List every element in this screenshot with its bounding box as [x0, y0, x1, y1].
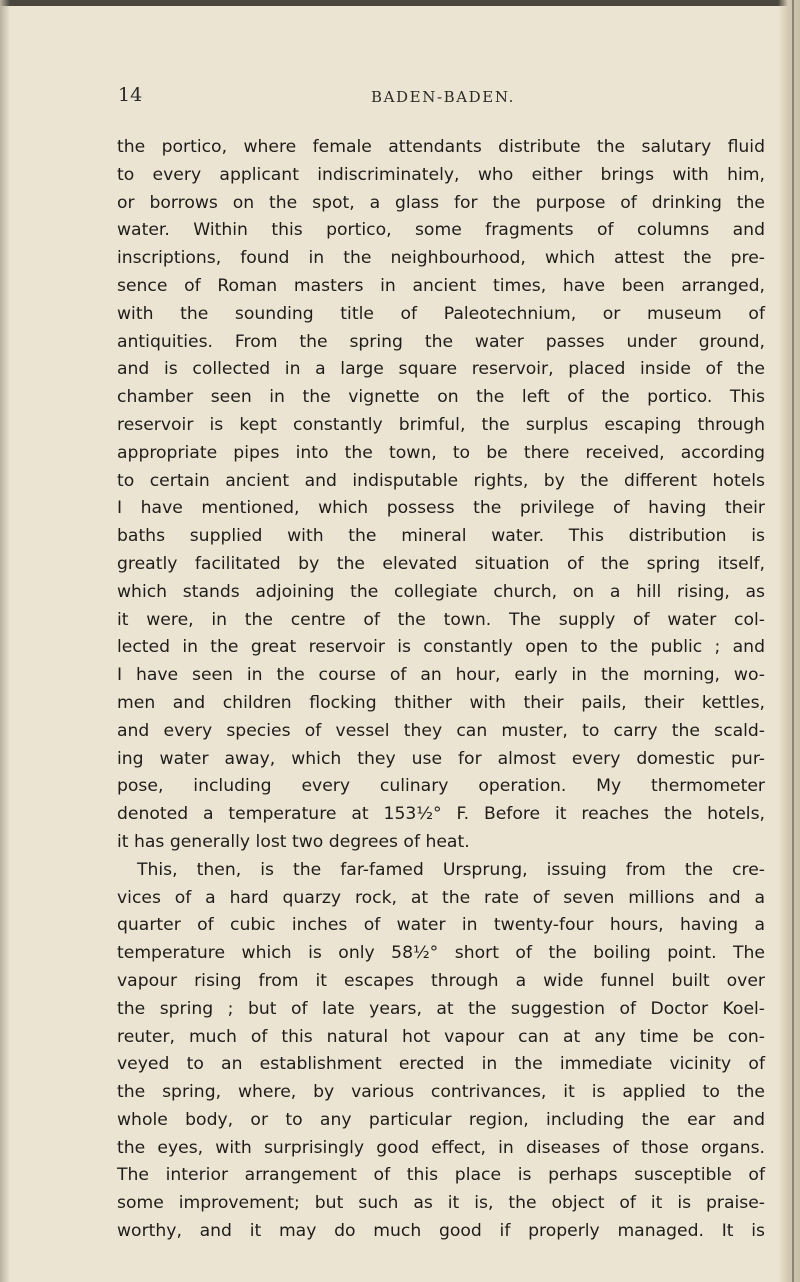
- text-line: I have mentioned, which possess the privilege of having their: [117, 498, 765, 519]
- page-edge-line: [792, 0, 794, 1282]
- body-text: [117, 134, 765, 1246]
- text-line: men and children flocking thither with their pails, their kettles,: [117, 692, 765, 713]
- text-line: This, then, is the far-famed Ursprung, issuing from the cre-: [137, 859, 765, 880]
- gutter-shadow: [0, 0, 10, 1282]
- text-line: chamber seen in the vignette on the left of the portico. This: [117, 387, 765, 408]
- text-line: temperature which is only 58½° short of the boiling point. The: [117, 943, 765, 964]
- running-head: BADEN-BADEN.: [371, 88, 515, 106]
- text-line: to certain ancient and indisputable rights, by the different hotels: [117, 470, 765, 491]
- text-line: vices of a hard quarzy rock, at the rate of seven millions and a: [117, 887, 765, 908]
- text-line: denoted a temperature at 153½° F. Before it reaches the hotels,: [117, 804, 765, 825]
- text-line: baths supplied with the mineral water. This distribution is: [117, 526, 765, 547]
- text-line: whole body, or to any particular region, including the ear and: [117, 1109, 765, 1130]
- text-line: it has generally lost two degrees of heat.: [117, 831, 470, 852]
- text-line: the spring ; but of late years, at the suggestion of Doctor Koel-: [117, 998, 765, 1019]
- text-line: I have seen in the course of an hour, early in the morning, wo-: [117, 665, 765, 686]
- text-line: inscriptions, found in the neighbourhood, which attest the pre-: [117, 248, 765, 269]
- text-line: and every species of vessel they can muster, to carry the scald-: [117, 720, 765, 741]
- text-line: vapour rising from it escapes through a wide funnel built over: [117, 970, 765, 991]
- top-border: [0, 0, 800, 6]
- page-edge: [778, 0, 800, 1282]
- text-line: with the sounding title of Paleotechnium, or museum of: [117, 303, 765, 324]
- text-line: and is collected in a large square reservoir, placed inside of the: [117, 359, 765, 380]
- text-line: sence of Roman masters in ancient times, have been arranged,: [117, 275, 765, 296]
- text-line: lected in the great reservoir is constantly open to the public ; and: [117, 637, 765, 658]
- text-line: some improvement; but such as it is, the object of it is praise-: [117, 1193, 765, 1214]
- text-line: The interior arrangement of this place is perhaps susceptible of: [117, 1165, 765, 1186]
- text-line: it were, in the centre of the town. The supply of water col-: [117, 609, 765, 630]
- page-header: [118, 84, 768, 114]
- text-line: greatly facilitated by the elevated situation of the spring itself,: [117, 553, 765, 574]
- text-line: veyed to an establishment erected in the immediate vicinity of: [117, 1054, 765, 1075]
- text-line: worthy, and it may do much good if properly managed. It is: [117, 1221, 765, 1242]
- page-number: 14: [118, 84, 143, 106]
- text-line: the spring, where, by various contrivances, it is applied to the: [117, 1082, 765, 1103]
- text-line: to every applicant indiscriminately, who either brings with him,: [117, 164, 765, 185]
- text-line: reservoir is kept constantly brimful, the surplus escaping through: [117, 414, 765, 435]
- text-line: water. Within this portico, some fragments of columns and: [117, 220, 765, 241]
- text-line: which stands adjoining the collegiate church, on a hill rising, as: [117, 581, 765, 602]
- text-line: reuter, much of this natural hot vapour can at any time be con-: [117, 1026, 765, 1047]
- text-line: the portico, where female attendants distribute the salutary fluid: [117, 137, 765, 157]
- text-line: antiquities. From the spring the water passes under ground,: [117, 331, 765, 352]
- text-line: the eyes, with surprisingly good effect, in diseases of those organs.: [117, 1137, 765, 1158]
- text-line: pose, including every culinary operation. My thermometer: [117, 776, 765, 797]
- text-line: or borrows on the spot, a glass for the purpose of drinking the: [117, 192, 765, 213]
- text-line: appropriate pipes into the town, to be there received, according: [117, 442, 765, 463]
- text-line: quarter of cubic inches of water in twenty-four hours, having a: [117, 915, 765, 936]
- text-line: ing water away, which they use for almost every domestic pur-: [117, 748, 765, 769]
